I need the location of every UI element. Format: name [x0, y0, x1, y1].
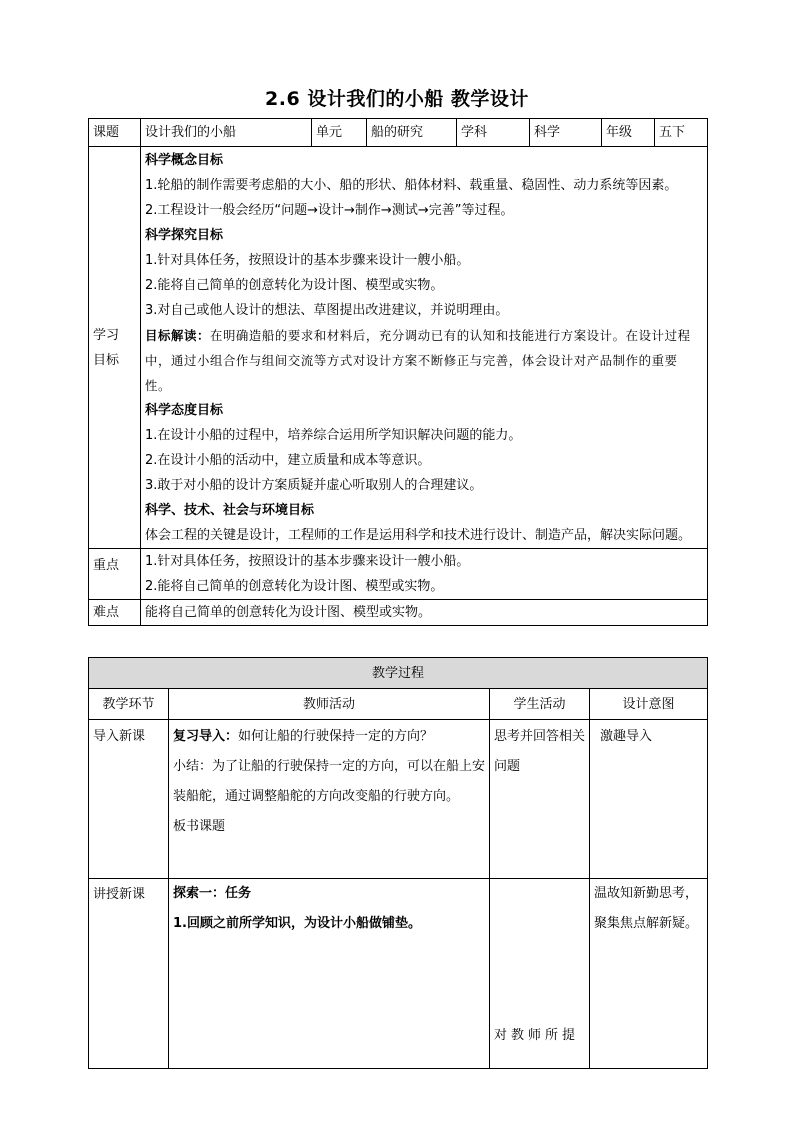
inquiry-item-2: 2.能将自己简单的创意转化为设计图、模型或实物。: [145, 278, 444, 293]
difficult-points-row: [89, 600, 708, 626]
unit-label: 单元: [312, 119, 367, 147]
col-intent: 设计意图: [590, 689, 708, 720]
difficult-points-text: 能将自己简单的创意转化为设计图、模型或实物。: [141, 600, 708, 626]
review-question: 如何让船的行驶保持一定的方向？: [238, 729, 434, 744]
intro-row: [89, 720, 708, 879]
teach-row: [89, 879, 708, 1069]
inquiry-heading: 科学探究目标: [145, 228, 224, 243]
inquiry-item-3: 3.对自己或他人设计的想法、草图提出改进建议，并说明理由。: [145, 303, 509, 318]
review-line: [173, 722, 485, 752]
subject-value: 科学: [530, 119, 602, 147]
col-stage: 教学环节: [89, 689, 169, 720]
process-header-row: [89, 689, 708, 720]
sts-heading: 科学、技术、社会与环境目标: [145, 503, 315, 518]
teach-student: [490, 879, 590, 1069]
review-label: 复习导入：: [173, 729, 239, 744]
intro-summary: 小结：为了让船的行驶保持一定的方向，可以在船上安装船舵，通过调整船舵的方向改变船的行驶方向。: [173, 759, 486, 804]
difficult-points-label: 难点: [89, 600, 141, 626]
teach-stage: 讲授新课: [89, 879, 169, 1069]
intro-student: 思考并回答相关问题: [490, 720, 590, 879]
sts-text: 体会工程的关键是设计，工程师的工作是运用科学和技术进行设计、制造产品，解决实际问题。: [145, 528, 692, 543]
unit-value: 船的研究: [367, 119, 457, 147]
lesson-info-table: [88, 118, 708, 626]
teach-student-text: 对教师所提: [494, 1028, 580, 1043]
key-point-1: 1.针对具体任务，按照设计的基本步骤来设计一艘小船。: [145, 554, 470, 569]
key-points-content: [141, 549, 708, 600]
concept-item-1: 1.轮船的制作需要考虑船的大小、船的形状、船体材料、载重量、稳固性、动力系统等因素。: [145, 178, 678, 193]
key-points-label: 重点: [89, 549, 141, 600]
goals-label-line1: 学习: [93, 327, 120, 343]
inquiry-item-1: 1.针对具体任务，按照设计的基本步骤来设计一艘小船。: [145, 253, 470, 268]
concept-heading: 科学概念目标: [145, 153, 224, 168]
interpretation-text: 在明确造船的要求和材料后，充分调动已有的认知和技能进行方案设计。在设计过程中，通过小组合作与组间交流等方式对设计方案不断修正与完善，体会设计对产品制作的重要性。: [145, 328, 691, 393]
key-points-row: [89, 549, 708, 600]
board-title: 板书课题: [173, 819, 226, 834]
attitude-heading: 科学态度目标: [145, 403, 224, 418]
subject-label: 学科: [457, 119, 530, 147]
teaching-process-table: [88, 657, 708, 1069]
goal-interpretation: [145, 323, 703, 398]
col-student: 学生活动: [490, 689, 590, 720]
goals-content: [141, 147, 708, 549]
goals-label: [89, 147, 141, 549]
intro-intent: 激趣导入: [590, 720, 708, 879]
intro-teacher: [169, 720, 490, 879]
page-title: 2.6 设计我们的小船 教学设计: [265, 88, 529, 110]
explore-item-1: 1.回顾之前所学知识，为设计小船做铺垫。: [173, 916, 421, 931]
attitude-item-2: 2.在设计小船的活动中，建立质量和成本等意识。: [145, 453, 431, 468]
explore-heading: 探索一：任务: [173, 886, 252, 901]
grade-label: 年级: [602, 119, 655, 147]
goals-row: [89, 147, 708, 549]
topic-value: 设计我们的小船: [141, 119, 312, 147]
attitude-item-3: 3.敢于对小船的设计方案质疑并虚心听取别人的合理建议。: [145, 478, 483, 493]
process-section-title: 教学过程: [89, 658, 708, 689]
header-row: [89, 119, 708, 147]
key-point-2: 2.能将自己简单的创意转化为设计图、模型或实物。: [145, 579, 444, 594]
teach-intent: 温故知新勤思考，聚集焦点解新疑。: [590, 879, 708, 1069]
attitude-item-1: 1.在设计小船的过程中，培养综合运用所学知识解决问题的能力。: [145, 428, 522, 443]
concept-item-2: 2.工程设计一般会经历“问题→设计→制作→测试→完善”等过程。: [145, 203, 514, 218]
intro-stage: 导入新课: [89, 720, 169, 879]
col-teacher: 教师活动: [169, 689, 490, 720]
grade-value: 五下: [655, 119, 708, 147]
teach-teacher: [169, 879, 490, 1069]
interpretation-label: 目标解读：: [145, 328, 210, 343]
topic-label: 课题: [89, 119, 141, 147]
goals-label-line2: 目标: [93, 352, 120, 368]
